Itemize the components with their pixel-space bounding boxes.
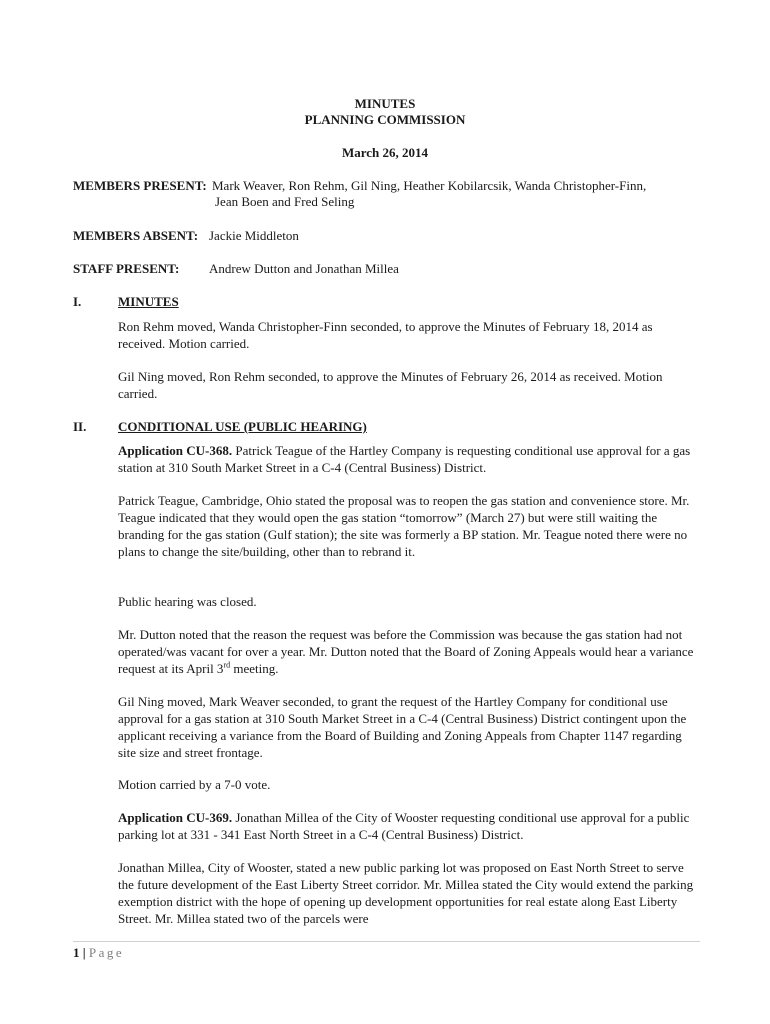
staff-present-label: STAFF PRESENT: <box>73 261 180 276</box>
section-1-heading: MINUTES <box>118 294 179 309</box>
section-1-number: I. <box>73 294 82 309</box>
ordinal-superscript: rd <box>223 660 231 670</box>
members-present-line1: Mark Weaver, Ron Rehm, Gil Ning, Heather Kobilarcsik, Wanda Christopher-Finn, <box>212 178 647 193</box>
members-absent-label: MEMBERS ABSENT: <box>73 228 199 243</box>
dutton-text-end: meeting. <box>230 661 279 676</box>
application-cu-368-label: Application CU-368. <box>118 443 233 458</box>
public-hearing-closed: Public hearing was closed. <box>118 594 257 609</box>
members-present-line2: Jean Boen and Fred Seling <box>215 194 355 209</box>
dutton-text: Mr. Dutton noted that the reason the request was before the Commission was because the gas station had not operated/was vacant for over a year. Mr. Dutton noted that the Board of Zoning Appeals would hear a variance request at its April 3 <box>118 627 694 676</box>
footer-separator: | <box>82 945 86 960</box>
motion-paragraph: Gil Ning moved, Mark Weaver seconded, to grant the request of the Hartley Company for conditional use approval for a gas station at 310 South Market Street in a C-4 (Central Business) District contingent upon the applicant receiving a variance from the Board of Building and Zoning Appeals from Chapter 1147 regarding site size and street frontage. <box>118 694 687 760</box>
dutton-paragraph <box>118 626 700 677</box>
minutes-paragraph-2: Gil Ning moved, Ron Rehm seconded, to approve the Minutes of February 26, 2014 as received. Motion carried. <box>118 369 663 401</box>
minutes-paragraph-1: Ron Rehm moved, Wanda Christopher-Finn seconded, to approve the Minutes of February 18, 2014 as received. Motion carried. <box>118 319 653 351</box>
page-footer <box>73 944 124 961</box>
section-2-number: II. <box>73 419 87 434</box>
application-cu-369-label: Application CU-369. <box>118 810 233 825</box>
section-2-heading: CONDITIONAL USE (PUBLIC HEARING) <box>118 419 367 434</box>
vote-result: Motion carried by a 7-0 vote. <box>118 777 271 792</box>
page-word: Page <box>88 945 125 960</box>
millea-paragraph: Jonathan Millea, City of Wooster, stated a new public parking lot was proposed on East North Street to serve the future development of the East Liberty Street corridor. Mr. Millea stated the City would extend the parking exemption district with the hope of opening up development opportunities for real estate along East Liberty Street. Mr. Millea stated two of the parcels were <box>118 860 694 926</box>
application-cu-369 <box>118 809 700 843</box>
document-subtitle: PLANNING COMMISSION <box>304 112 466 127</box>
page-number: 1 <box>73 945 80 960</box>
document-title: MINUTES <box>354 96 416 111</box>
members-present-label: MEMBERS PRESENT: <box>73 178 207 193</box>
application-cu-368-text: Patrick Teague of the Hartley Company is requesting conditional use approval for a gas station at 310 South Market Street in a C-4 (Central Business) District. <box>118 443 691 475</box>
staff-present-value: Andrew Dutton and Jonathan Millea <box>209 261 399 276</box>
teague-paragraph: Patrick Teague, Cambridge, Ohio stated the proposal was to reopen the gas station and convenience store. Mr. Teague indicated that they would open the gas station “tomorrow” (March 27) but were still waiting the branding for the gas station (Gulf station); the site was formerly a BP station. Mr. Teague noted there were no plans to change the site/building, other than to rebrand it. <box>118 493 690 559</box>
members-absent-value: Jackie Middleton <box>209 228 299 243</box>
footer-divider <box>73 941 700 942</box>
application-cu-368 <box>118 442 700 476</box>
application-cu-369-text: Jonathan Millea of the City of Wooster requesting conditional use approval for a public parking lot at 331 - 341 East North Street in a C-4 (Central Business) District. <box>118 810 690 842</box>
meeting-date: March 26, 2014 <box>341 145 429 160</box>
